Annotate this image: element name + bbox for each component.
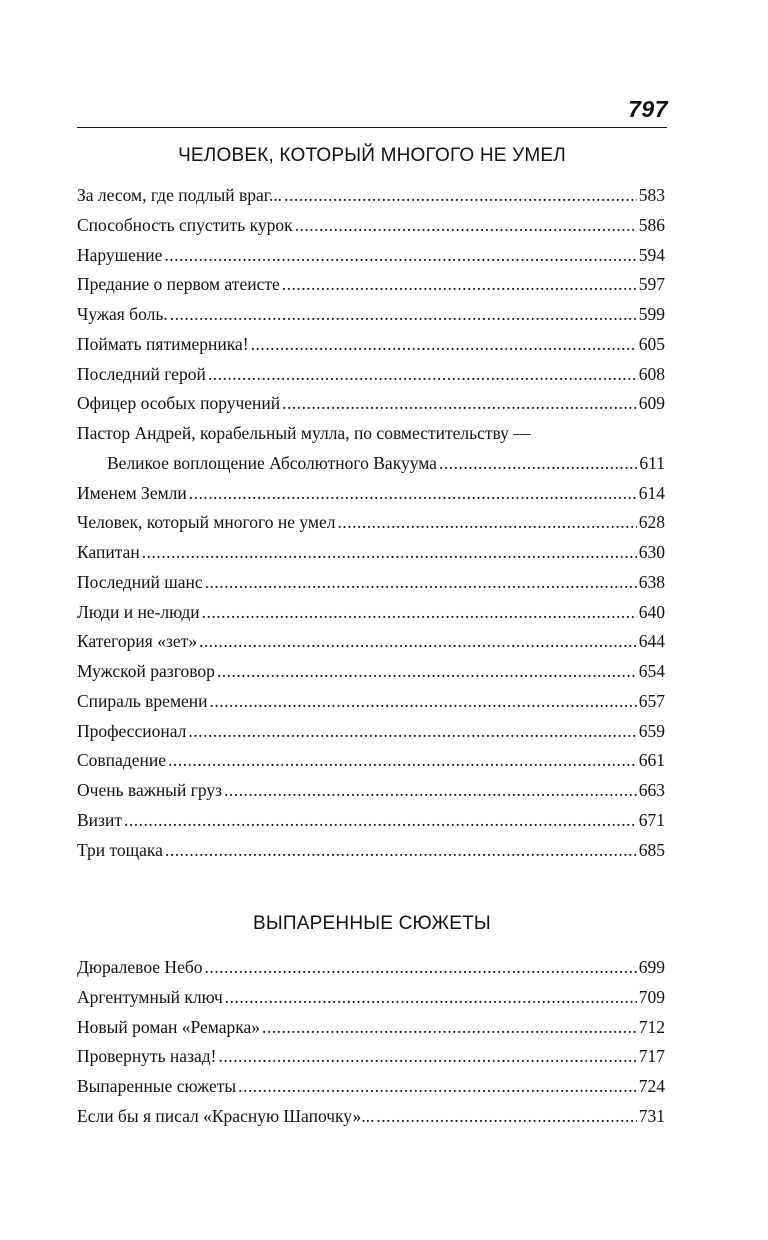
- dot-leader: [199, 627, 637, 657]
- toc-entry-page: 640: [638, 601, 665, 622]
- dot-leader: [210, 687, 637, 717]
- toc-entry: [77, 360, 665, 390]
- toc-entry-page: 717: [638, 1046, 665, 1067]
- dot-leader: [165, 836, 637, 866]
- dot-leader: [168, 746, 637, 776]
- toc-entry: [77, 953, 665, 983]
- dot-leader: [202, 598, 637, 628]
- toc-entry-first-line: Пастор Андрей, корабельный мулла, по совместительству —: [77, 423, 531, 443]
- dot-leader: [224, 776, 637, 806]
- toc-entry: [77, 598, 665, 628]
- section-title: ЧЕЛОВЕК, КОТОРЫЙ МНОГОГО НЕ УМЕЛ: [178, 145, 566, 166]
- toc-entry-title: Способность спустить курок: [77, 214, 293, 235]
- dot-leader: [376, 1102, 636, 1132]
- toc-entry-page: 638: [638, 571, 665, 592]
- toc-entry: [77, 479, 665, 509]
- dot-leader: [262, 1013, 637, 1043]
- toc-list-section-2: [77, 953, 665, 1132]
- toc-entry-page: 644: [638, 631, 665, 652]
- toc-entry-page: 583: [638, 185, 665, 205]
- dot-leader: [170, 300, 637, 330]
- toc-entry: [77, 687, 665, 717]
- toc-entry-page: 657: [638, 690, 665, 711]
- toc-entry-page: 709: [638, 986, 665, 1007]
- toc-entry-title: Если бы я писал «Красную Шапочку»...: [77, 1105, 375, 1126]
- toc-entry-title: Человек, который многого не умел: [77, 512, 336, 533]
- toc-entry-title-continuation: Великое воплощение Абсолютного Вакуума: [107, 452, 437, 473]
- toc-entry-title: Профессионал: [77, 720, 187, 741]
- toc-entry: [77, 806, 665, 836]
- toc-entry: [77, 627, 665, 657]
- toc-entry: [77, 270, 665, 300]
- toc-entry-title: Спираль времени: [77, 690, 208, 711]
- toc-entry: [77, 1013, 665, 1043]
- toc-entry-page: 654: [638, 661, 665, 681]
- toc-entry: [77, 836, 665, 866]
- toc-entry-title: За лесом, где подлый враг...: [77, 185, 283, 205]
- toc-entry-page: 586: [638, 214, 665, 235]
- dot-leader: [208, 360, 637, 390]
- toc-entry-page: 630: [638, 542, 665, 562]
- toc-entry-page: 724: [638, 1076, 665, 1096]
- dot-leader: [205, 568, 637, 598]
- toc-entry-page: 628: [638, 512, 665, 533]
- dot-leader: [164, 241, 636, 271]
- toc-entry: [77, 181, 665, 211]
- toc-entry-page: 661: [638, 750, 665, 771]
- toc-entry-title: Мужской разговор: [77, 661, 215, 681]
- toc-entry: [77, 776, 665, 806]
- toc-entry-title: Визит: [77, 809, 122, 830]
- toc-entry-title: Три тощака: [77, 839, 163, 860]
- dot-leader: [284, 181, 637, 211]
- dot-leader: [225, 983, 637, 1013]
- page-number: 797: [628, 96, 668, 122]
- toc-entry-title: Дюралевое Небо: [77, 957, 203, 977]
- toc-entry: [77, 983, 665, 1013]
- toc-entry-title: Люди и не-люди: [77, 601, 200, 622]
- toc-entry: [77, 746, 665, 776]
- toc-entry: [77, 211, 665, 241]
- header-rule: [77, 127, 667, 128]
- toc-entry-title: Выпаренные сюжеты: [77, 1076, 237, 1096]
- dot-leader: [188, 717, 636, 747]
- toc-entry-page: 671: [638, 809, 665, 830]
- toc-entry-page: 712: [638, 1016, 665, 1037]
- toc-entry: [77, 717, 665, 747]
- toc-entry: [77, 538, 665, 568]
- toc-entry-page: 597: [638, 274, 665, 295]
- dot-leader: [251, 330, 637, 360]
- toc-entry: [77, 1072, 665, 1102]
- toc-entry-title: Новый роман «Ремарка»: [77, 1016, 261, 1037]
- toc-entry-page: 685: [638, 839, 665, 860]
- toc-entry-title: Аргентумный ключ: [77, 986, 223, 1007]
- toc-entry: [77, 657, 665, 687]
- toc-entry-page: 614: [638, 482, 665, 503]
- toc-entry-page: 663: [638, 780, 665, 800]
- dot-leader: [295, 211, 637, 241]
- toc-entry-page: 605: [638, 333, 665, 354]
- toc-entry: [77, 568, 665, 598]
- dot-leader: [439, 449, 637, 479]
- toc-entry-page: 659: [638, 720, 665, 741]
- toc-entry: [77, 389, 665, 419]
- toc-entry: [77, 300, 665, 330]
- toc-entry-page: 611: [639, 452, 665, 473]
- dot-leader: [218, 1042, 636, 1072]
- toc-entry-title: Нарушение: [77, 244, 163, 265]
- toc-list-section-1: [77, 181, 665, 865]
- toc-entry-title: Совпадение: [77, 750, 166, 771]
- toc-entry-title: Последний шанс: [77, 571, 203, 592]
- dot-leader: [205, 953, 637, 983]
- toc-entry-title: Провернуть назад!: [77, 1046, 217, 1067]
- toc-entry: [77, 449, 665, 479]
- toc-entry-title: Очень важный груз: [77, 780, 223, 800]
- toc-entry-page: 731: [638, 1105, 665, 1126]
- toc-entry-title: Офицер особых поручений: [77, 393, 281, 414]
- dot-leader: [124, 806, 637, 836]
- dot-leader: [142, 538, 637, 568]
- dot-leader: [282, 389, 637, 419]
- section-title: ВЫПАРЕННЫЕ СЮЖЕТЫ: [253, 913, 491, 934]
- toc-entry-page: 699: [638, 957, 665, 977]
- toc-entry-page: 594: [638, 244, 665, 265]
- toc-entry-title: Именем Земли: [77, 482, 187, 503]
- dot-leader: [282, 270, 637, 300]
- toc-entry-title: Поймать пятимерника!: [77, 333, 249, 354]
- toc-entry-page: 599: [638, 304, 665, 324]
- toc-entry: [77, 330, 665, 360]
- toc-entry: [77, 1042, 665, 1072]
- toc-entry-title: Предание о первом атеисте: [77, 274, 280, 295]
- toc-entry-title: Капитан: [77, 542, 140, 562]
- toc-entry: [77, 1102, 665, 1132]
- toc-entry: [77, 508, 665, 538]
- toc-entry-title: Категория «зет»: [77, 631, 198, 652]
- toc-entry: [77, 241, 665, 271]
- dot-leader: [217, 657, 637, 687]
- dot-leader: [189, 479, 637, 509]
- toc-entry-page: 609: [638, 393, 665, 414]
- toc-entry-page: 608: [638, 363, 665, 384]
- dot-leader: [238, 1072, 637, 1102]
- toc-entry-title: Чужая боль.: [77, 304, 168, 324]
- toc-entry-title: Последний герой: [77, 363, 206, 384]
- dot-leader: [338, 508, 637, 538]
